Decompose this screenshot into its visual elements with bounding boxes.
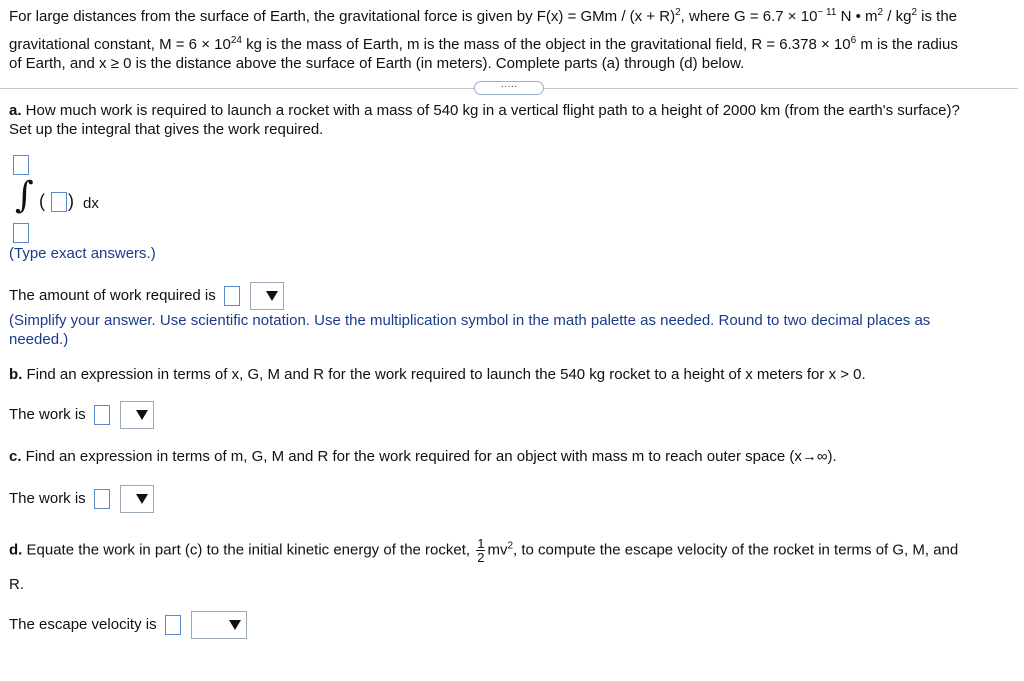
dropdown-arrow-icon xyxy=(136,410,148,420)
work-b-label: The work is xyxy=(9,405,86,423)
work-b-dropdown[interactable] xyxy=(120,401,154,429)
work-label: The amount of work required is xyxy=(9,286,216,304)
integrand-input[interactable] xyxy=(51,192,67,212)
part-a-question-2: Set up the integral that gives the work required. xyxy=(9,121,324,138)
part-c-question: c. Find an expression in terms of m, G, M and R for the work required for an object with mass m to reach outer space (x→∞). xyxy=(9,448,837,465)
intro-line-2: gravitational constant, $M = 6 \times 10^{24}$ kg is the mass of Earth, m is the mass of the object in the gravitational field, $R = 6.378 \times 10^6$ m is the radius xyxy=(9,35,958,53)
intro-line-1: For large distances from the surface of Earth, the gravitational force is given by F(x) = GMm / $(x + R)^2$, where $G = 6.7 \times 10^{- 11}$ N • $m^2 / kg^2$ is the xyxy=(9,7,958,25)
dropdown-arrow-icon xyxy=(136,494,148,504)
one-half-fraction: $\frac{1}{2}$ xyxy=(477,536,485,565)
hint-simplify-1: (Simplify your answer. Use scientific notation. Use the multiplication symbol in the math palette as needed. Round to two decimal places as xyxy=(9,312,931,329)
part-b-question: b. Find an expression in terms of x, G, M and R for the work required to launch the 540 kg rocket to a height of x meters for x > 0. xyxy=(9,366,866,383)
integral-symbol: ∫ xyxy=(15,175,34,216)
integral-setup xyxy=(13,155,123,245)
upper-limit-input[interactable] xyxy=(13,155,29,175)
part-b-answer-row xyxy=(9,401,154,429)
paren-left: ( xyxy=(39,191,45,211)
work-b-input[interactable] xyxy=(94,405,110,425)
expand-button[interactable]: ····· xyxy=(474,81,544,95)
work-answer-row xyxy=(9,282,284,310)
work-dropdown[interactable] xyxy=(250,282,284,310)
hint-exact: (Type exact answers.) xyxy=(9,245,156,262)
intro-line-3: of Earth, and x ≥ 0 is the distance above the surface of Earth (in meters). Complete parts (a) through (d) below. xyxy=(9,55,745,72)
paren-right: ) xyxy=(68,191,74,211)
work-c-label: The work is xyxy=(9,489,86,507)
escape-velocity-label: The escape velocity is xyxy=(9,615,157,633)
part-d-answer-row xyxy=(9,611,247,639)
part-a-question: a. How much work is required to launch a rocket with a mass of 540 kg in a vertical flight path to a height of 2000 km (from the earth's surface)? xyxy=(9,102,960,119)
work-c-input[interactable] xyxy=(94,489,110,509)
escape-velocity-dropdown[interactable] xyxy=(191,611,247,639)
part-d-question: d. Equate the work in part (c) to the initial kinetic energy of the rocket, $\frac{1}{2}$ $mv^2$, to compute the escape velocity of the rocket in terms of G, M, and xyxy=(9,536,959,565)
dx-label: dx xyxy=(83,195,99,212)
lower-limit-input[interactable] xyxy=(13,223,29,243)
dropdown-arrow-icon xyxy=(266,291,278,301)
dropdown-arrow-icon xyxy=(229,620,241,630)
work-input[interactable] xyxy=(224,286,240,306)
part-c-answer-row xyxy=(9,485,154,513)
work-c-dropdown[interactable] xyxy=(120,485,154,513)
hint-simplify-2: needed.) xyxy=(9,331,69,348)
escape-velocity-input[interactable] xyxy=(165,615,181,635)
part-d-question-2: R. xyxy=(9,576,24,593)
